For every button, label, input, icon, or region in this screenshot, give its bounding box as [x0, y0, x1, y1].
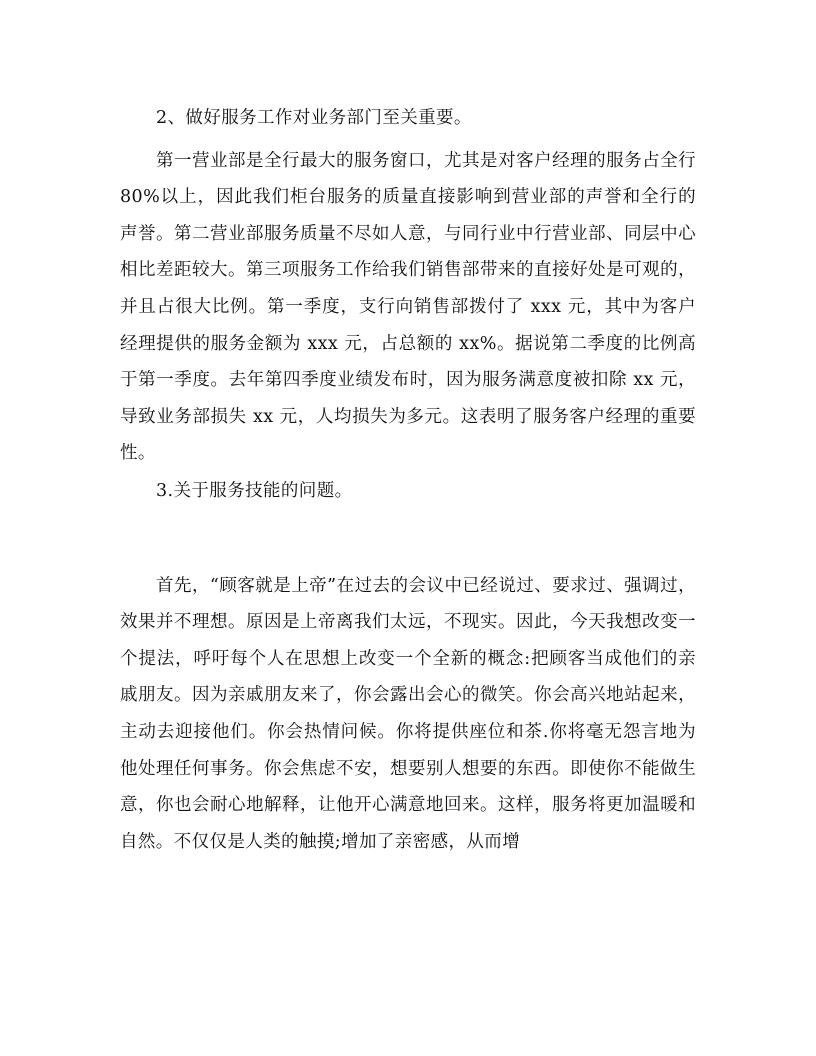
section-2-heading: 2、做好服务工作对业务部门至关重要。 [156, 108, 472, 128]
section-3-heading: 3.关于服务技能的问题。 [156, 480, 353, 501]
section-3-paragraph: 首先，“顾客就是上帝”在过去的会议中已经说过、要求过、强调过，效果并不理想。原因是上帝离我们太远，不现实。因此，今天我想改变一个提法，呼吁每个人在思想上改变一个全新的概念:把顾客当成他们的亲戚朋友。因为亲戚朋友来了，你会露出会心的微笑。你会高兴地站起来，主动去迎接他们。你会热情问候。你将提供座位和茶.你将毫无怨言地为他处理任何事务。你会焦虑不安，想要别人想要的东西。即使你不能做生意，你也会耐心地解释，让他开心满意地回来。这样，服务将更加温暖和自然。不仅仅是人类的触摸;增加了亲密感，从而增 [120, 575, 696, 852]
section-2-paragraph: 第一营业部是全行最大的服务窗口，尤其是对客户经理的服务占全行 80%以上，因此我们柜台服务的质量直接影响到营业部的声誉和全行的声誉。第二营业部服务质量不尽如人意，与同行业中行营业部、同层中心相比差距较大。第三项服务工作给我们销售部带来的直接好处是可观的，并且占很大比例。第一季度，支行向销售部拨付了 xxx 元，其中为客户经理提供的服务金额为 xxx 元，占总额的 xx%。据说第二季度的比例高于第一季度。去年第四季度业绩发布时，因为服务满意度被扣除 xx 元，导致业务部损失 xx 元，人均损失为多元。这表明了服务客户经理的重要性。 [120, 150, 696, 464]
document-body [120, 100, 696, 860]
